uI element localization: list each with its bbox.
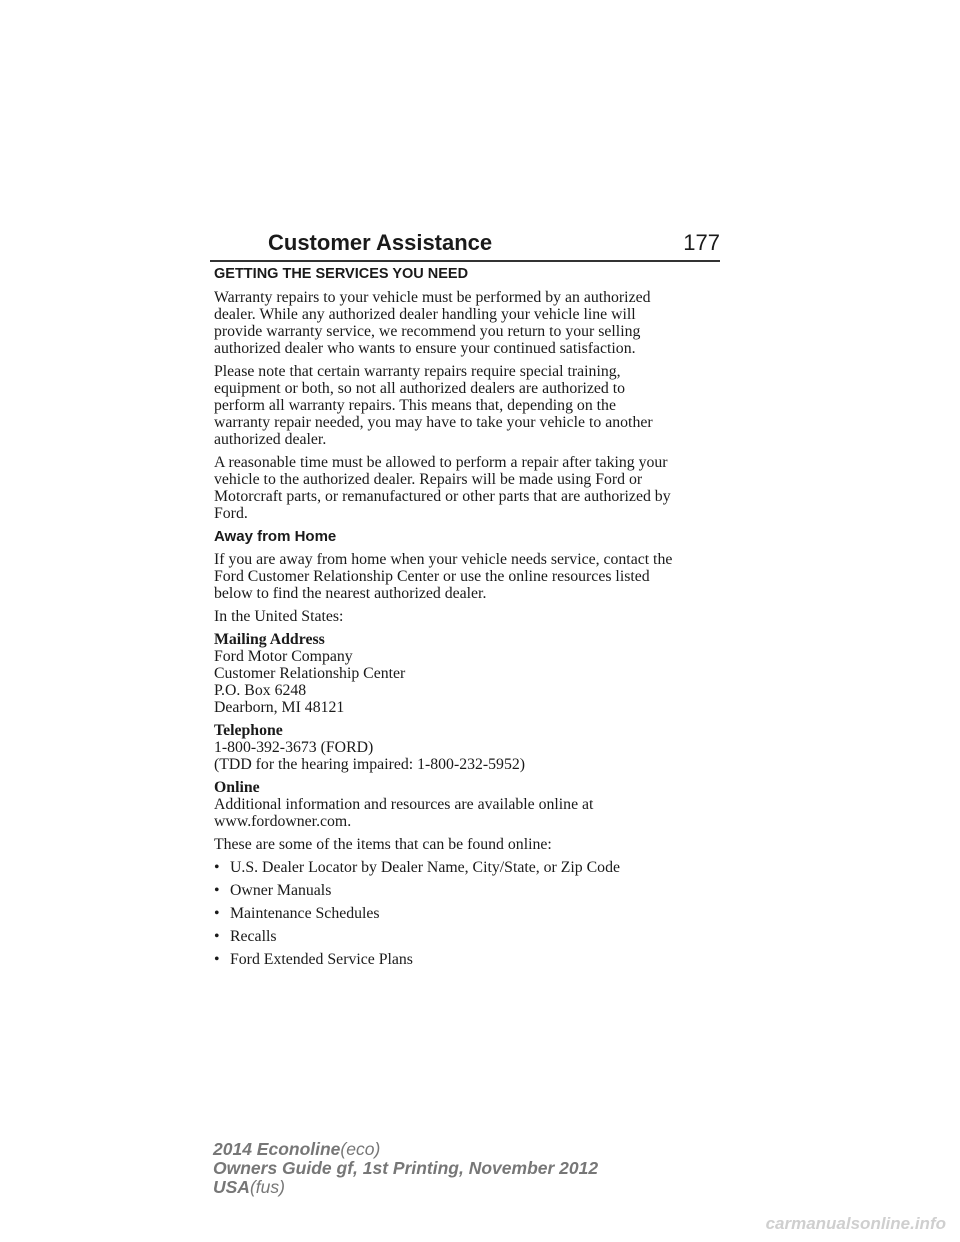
page-footer: [213, 1140, 598, 1197]
text-line: equipment or both, so not all authorized dealers are authorized to: [214, 380, 626, 397]
text-line: vehicle to the authorized dealer. Repairs will be made using Ford or: [214, 471, 643, 488]
list-item-text: U.S. Dealer Locator by Dealer Name, City/State, or Zip Code: [230, 859, 620, 876]
text-line: Warranty repairs to your vehicle must be performed by an authorized: [214, 289, 651, 306]
footer-market-code: (fus): [249, 1177, 285, 1197]
online-block: [214, 779, 724, 830]
text-line: Ford.: [214, 505, 248, 522]
bullet-icon: •: [214, 928, 220, 945]
telephone-title: Telephone: [214, 722, 283, 739]
footer-model: 2014 Econoline: [213, 1139, 341, 1159]
bullet-icon: •: [214, 905, 220, 922]
text-line: A reasonable time must be allowed to perform a repair after taking your: [214, 454, 668, 471]
list-item: [214, 882, 724, 899]
tdd-number: (TDD for the hearing impaired: 1-800-232-5952): [214, 756, 526, 773]
list-item-text: Ford Extended Service Plans: [230, 951, 413, 968]
footer-model-code: (eco): [340, 1139, 381, 1159]
list-item-text: Maintenance Schedules: [230, 905, 380, 922]
header-rule: [210, 260, 720, 262]
away-from-home-heading: Away from Home: [214, 528, 337, 545]
text-line: provide warranty service, we recommend you return to your selling: [214, 323, 641, 340]
page-header: [210, 226, 720, 262]
online-title: Online: [214, 779, 260, 796]
website-link[interactable]: www.fordowner.com.: [214, 813, 352, 830]
us-label: In the United States:: [214, 608, 344, 625]
list-item: [214, 951, 724, 968]
address-line: P.O. Box 6248: [214, 682, 307, 699]
paragraph-special-training: [214, 363, 724, 448]
list-item-text: Recalls: [230, 928, 277, 945]
paragraph-away-intro: [214, 551, 724, 602]
text-line: dealer. While any authorized dealer handling your vehicle line will: [214, 306, 636, 323]
footer-market: USA: [213, 1177, 250, 1197]
bullet-icon: •: [214, 859, 220, 876]
online-list-intro: These are some of the items that can be found online:: [214, 836, 552, 853]
text-line: Additional information and resources are available online at: [214, 796, 594, 813]
footer-guide: Owners Guide gf, 1st Printing, November 2012: [213, 1158, 599, 1178]
text-line: Motorcraft parts, or remanufactured or other parts that are authorized by: [214, 488, 671, 505]
page-content: [214, 266, 724, 974]
address-line: Dearborn, MI 48121: [214, 699, 345, 716]
bullet-icon: •: [214, 951, 220, 968]
text-line: below to find the nearest authorized dealer.: [214, 585, 487, 602]
page-number: 177: [683, 230, 720, 255]
mailing-address-block: [214, 631, 724, 716]
list-item-text: Owner Manuals: [230, 882, 332, 899]
text-line: Ford Customer Relationship Center or use the online resources listed: [214, 568, 650, 585]
address-line: Customer Relationship Center: [214, 665, 406, 682]
address-line: Ford Motor Company: [214, 648, 353, 665]
section-heading: GETTING THE SERVICES YOU NEED: [214, 266, 469, 282]
footer-model-line: [213, 1140, 598, 1159]
list-item: [214, 928, 724, 945]
text-line: authorized dealer.: [214, 431, 327, 448]
text-line: If you are away from home when your vehicle needs service, contact the: [214, 551, 673, 568]
list-item: [214, 905, 724, 922]
mailing-address-title: Mailing Address: [214, 631, 325, 648]
header-title: Customer Assistance: [268, 230, 493, 255]
telephone-block: [214, 722, 724, 773]
footer-market-line: [213, 1178, 598, 1197]
bullet-icon: •: [214, 882, 220, 899]
phone-number: 1-800-392-3673 (FORD): [214, 739, 374, 756]
watermark: carmanualsonline.info: [765, 1214, 946, 1233]
online-items-list: [214, 859, 724, 968]
list-item: [214, 859, 724, 876]
text-line: perform all warranty repairs. This means that, depending on the: [214, 397, 616, 414]
paragraph-reasonable-time: [214, 454, 724, 522]
paragraph-warranty-repairs: [214, 289, 724, 357]
text-line: Please note that certain warranty repairs require special training,: [214, 363, 621, 380]
text-line: authorized dealer who wants to ensure your continued satisfaction.: [214, 340, 636, 357]
text-line: warranty repair needed, you may have to take your vehicle to another: [214, 414, 653, 431]
